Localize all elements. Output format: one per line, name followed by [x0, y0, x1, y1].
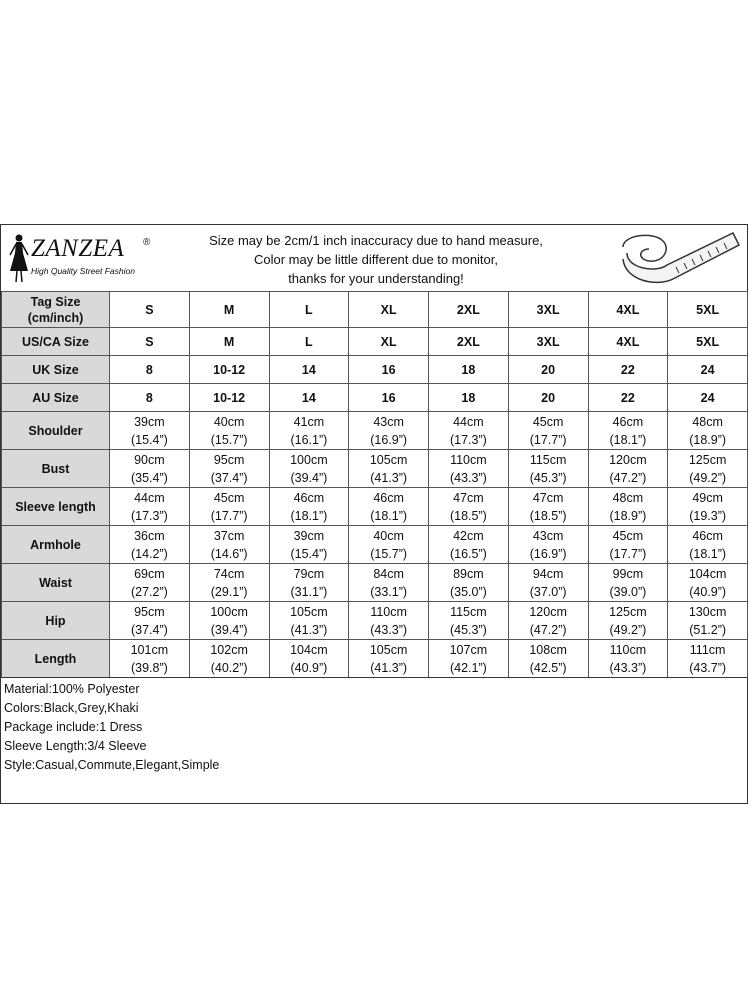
size-cell: 24	[668, 384, 748, 412]
cm-value: 49cm	[692, 490, 723, 505]
size-cell: 18	[429, 384, 509, 412]
measurement-cell	[110, 450, 190, 488]
cm-value: 100cm	[290, 452, 328, 467]
product-info	[1, 677, 747, 775]
measurement-notice	[171, 231, 581, 288]
measurement-cell	[110, 526, 190, 564]
cm-value: 104cm	[290, 642, 328, 657]
cm-value: 43cm	[532, 528, 564, 543]
size-cell: 2XL	[429, 328, 509, 356]
inch-value: (37.0”)	[529, 584, 567, 599]
measurement-cell	[508, 640, 588, 678]
size-cell: L	[269, 292, 349, 328]
inch-value: (39.0”)	[609, 584, 647, 599]
cm-value: 47cm	[532, 490, 564, 505]
cm-value: 104cm	[688, 566, 727, 581]
measurement-cell	[189, 640, 269, 678]
size-cell: 18	[429, 356, 509, 384]
cm-value: 115cm	[529, 452, 567, 467]
notice-line: Size may be 2cm/1 inch inaccuracy due to hand measure,	[209, 233, 543, 248]
inch-value: (14.6”)	[210, 546, 248, 561]
size-cell: 3XL	[508, 292, 588, 328]
measurement-cell	[349, 450, 429, 488]
size-cell: M	[189, 292, 269, 328]
inch-value: (43.3”)	[370, 622, 408, 637]
cm-value: 101cm	[130, 642, 169, 657]
inch-value: (45.3”)	[529, 470, 567, 485]
inch-value: (18.9”)	[689, 432, 727, 447]
cm-value: 120cm	[529, 604, 567, 619]
size-cell: 8	[110, 384, 190, 412]
cm-value: 48cm	[692, 414, 723, 429]
size-row	[2, 328, 748, 356]
measurement-cell	[269, 640, 349, 678]
measurement-cell	[189, 602, 269, 640]
inch-value: (17.7”)	[609, 546, 647, 561]
row-label: Waist	[2, 564, 110, 602]
info-line: Material:100% Polyester	[4, 682, 140, 696]
measurement-row	[2, 488, 748, 526]
cm-value: 44cm	[134, 490, 165, 505]
size-cell: 22	[588, 384, 668, 412]
inch-value: (37.4”)	[210, 470, 248, 485]
row-label: Sleeve length	[2, 488, 110, 526]
brand-name: ZANZEA	[31, 235, 125, 262]
inch-value: (16.5”)	[449, 546, 487, 561]
measurement-cell	[429, 450, 509, 488]
inch-value: (17.7”)	[529, 432, 567, 447]
inch-value: (16.9”)	[529, 546, 567, 561]
size-cell: 4XL	[588, 292, 668, 328]
inch-value: (15.4”)	[290, 546, 328, 561]
cm-value: 125cm	[688, 452, 727, 467]
inch-value: (18.1”)	[290, 508, 328, 523]
size-row	[2, 384, 748, 412]
cm-value: 39cm	[293, 528, 325, 543]
cm-value: 115cm	[450, 604, 487, 619]
measurement-cell	[189, 526, 269, 564]
cm-value: 100cm	[210, 604, 248, 619]
size-cell: XL	[349, 292, 429, 328]
size-cell: XL	[349, 328, 429, 356]
size-cell: 10-12	[189, 384, 269, 412]
inch-value: (47.2”)	[529, 622, 567, 637]
cm-value: 110cm	[609, 642, 647, 657]
cm-value: 130cm	[688, 604, 727, 619]
cm-value: 107cm	[449, 642, 488, 657]
measurement-cell	[508, 564, 588, 602]
measurement-cell	[189, 450, 269, 488]
size-cell: 16	[349, 356, 429, 384]
cm-value: 46cm	[612, 414, 644, 429]
inch-value: (43.7”)	[689, 660, 727, 675]
cm-value: 79cm	[293, 566, 325, 581]
measurement-row	[2, 450, 748, 488]
cm-value: 42cm	[453, 528, 484, 543]
measurement-cell	[269, 526, 349, 564]
inch-value: (42.5”)	[529, 660, 567, 675]
size-table	[1, 291, 748, 678]
cm-value: 40cm	[213, 414, 245, 429]
cm-value: 105cm	[369, 452, 408, 467]
cm-value: 95cm	[213, 452, 245, 467]
inch-value: (18.1”)	[689, 546, 727, 561]
inch-value: (17.7”)	[210, 508, 248, 523]
inch-value: (15.4”)	[130, 432, 168, 447]
measurement-cell	[349, 412, 429, 450]
cm-value: 45cm	[612, 528, 644, 543]
cm-value: 46cm	[293, 490, 325, 505]
inch-value: (49.2”)	[609, 622, 647, 637]
inch-value: (40.2”)	[210, 660, 248, 675]
measurement-cell	[429, 526, 509, 564]
size-cell: 10-12	[189, 356, 269, 384]
cm-value: 111cm	[689, 642, 726, 657]
cm-value: 84cm	[373, 566, 404, 581]
inch-value: (33.1”)	[370, 584, 408, 599]
inch-value: (40.9”)	[689, 584, 727, 599]
measurement-cell	[269, 602, 349, 640]
size-cell: 20	[508, 384, 588, 412]
measurement-cell	[110, 640, 190, 678]
measurement-row	[2, 564, 748, 602]
size-cell: L	[269, 328, 349, 356]
inch-value: (18.5”)	[449, 508, 487, 523]
notice-line: thanks for your understanding!	[288, 271, 464, 286]
cm-value: 120cm	[609, 452, 647, 467]
measurement-cell	[508, 602, 588, 640]
inch-value: (18.1”)	[609, 432, 647, 447]
inch-value: (31.1”)	[290, 584, 328, 599]
measurement-cell	[508, 526, 588, 564]
row-label: US/CA Size	[2, 328, 110, 356]
size-cell: 16	[349, 384, 429, 412]
cm-value: 46cm	[373, 490, 404, 505]
registered-mark: ®	[143, 237, 151, 248]
inch-value: (18.5”)	[529, 508, 567, 523]
cm-value: 45cm	[213, 490, 245, 505]
inch-value: (16.9”)	[370, 432, 408, 447]
measurement-cell	[668, 526, 748, 564]
info-line: Colors:Black,Grey,Khaki	[4, 701, 139, 715]
brand-logo	[5, 233, 165, 285]
cm-value: 43cm	[373, 414, 404, 429]
inch-value: (41.3”)	[370, 470, 408, 485]
inch-value: (51.2”)	[689, 622, 727, 637]
size-cell: 4XL	[588, 328, 668, 356]
size-cell: 20	[508, 356, 588, 384]
inch-value: (39.4”)	[290, 470, 328, 485]
measurement-cell	[349, 526, 429, 564]
measurement-cell	[508, 412, 588, 450]
measurement-cell	[588, 564, 668, 602]
inch-value: (29.1”)	[210, 584, 248, 599]
row-label: Bust	[2, 450, 110, 488]
measurement-cell	[668, 412, 748, 450]
measuring-tape-icon	[613, 227, 743, 289]
cm-value: 89cm	[453, 566, 484, 581]
measurement-cell	[668, 450, 748, 488]
inch-value: (42.1”)	[449, 660, 487, 675]
inch-value: (41.3”)	[370, 660, 408, 675]
measurement-cell	[588, 640, 668, 678]
inch-value: (18.1”)	[370, 508, 408, 523]
inch-value: (14.2”)	[130, 546, 168, 561]
size-cell: M	[189, 328, 269, 356]
cm-value: 46cm	[692, 528, 723, 543]
inch-value: (17.3”)	[449, 432, 487, 447]
cm-value: 125cm	[609, 604, 647, 619]
size-cell: 2XL	[429, 292, 509, 328]
notice-line: Color may be little different due to monitor,	[254, 252, 498, 267]
measurement-row	[2, 412, 748, 450]
measurement-cell	[668, 488, 748, 526]
measurement-cell	[269, 412, 349, 450]
size-cell: 14	[269, 356, 349, 384]
measurement-cell	[508, 450, 588, 488]
measurement-cell	[110, 602, 190, 640]
measurement-cell	[508, 488, 588, 526]
size-cell: 14	[269, 384, 349, 412]
measurement-cell	[429, 564, 509, 602]
inch-value: (15.7”)	[370, 546, 408, 561]
inch-value: (49.2”)	[689, 470, 727, 485]
row-label: Armhole	[2, 526, 110, 564]
row-label: Tag Size (cm/inch)	[2, 292, 110, 328]
measurement-row	[2, 526, 748, 564]
cm-value: 105cm	[369, 642, 408, 657]
cm-value: 99cm	[612, 566, 644, 581]
cm-value: 48cm	[612, 490, 644, 505]
measurement-cell	[269, 450, 349, 488]
inch-value: (39.8”)	[130, 660, 168, 675]
row-label: UK Size	[2, 356, 110, 384]
row-label: AU Size	[2, 384, 110, 412]
inch-value: (37.4”)	[130, 622, 168, 637]
measurement-cell	[588, 450, 668, 488]
measurement-cell	[110, 488, 190, 526]
measurement-cell	[110, 412, 190, 450]
size-cell: 22	[588, 356, 668, 384]
info-line: Style:Casual,Commute,Elegant,Simple	[4, 758, 220, 772]
info-line: Sleeve Length:3/4 Sleeve	[4, 739, 147, 753]
inch-value: (39.4”)	[210, 622, 248, 637]
inch-value: (43.3”)	[449, 470, 487, 485]
measurement-cell	[588, 412, 668, 450]
cm-value: 110cm	[370, 604, 407, 619]
size-cell: 5XL	[668, 328, 748, 356]
inch-value: (47.2”)	[609, 470, 647, 485]
measurement-cell	[269, 564, 349, 602]
cm-value: 36cm	[134, 528, 165, 543]
cm-value: 74cm	[213, 566, 245, 581]
cm-value: 39cm	[134, 414, 165, 429]
measurement-cell	[349, 602, 429, 640]
cm-value: 105cm	[290, 604, 328, 619]
inch-value: (35.4”)	[130, 470, 168, 485]
size-chart	[0, 224, 748, 804]
measurement-row	[2, 602, 748, 640]
cm-value: 94cm	[532, 566, 564, 581]
inch-value: (27.2”)	[130, 584, 168, 599]
measurement-cell	[429, 412, 509, 450]
row-label: Length	[2, 640, 110, 678]
cm-value: 90cm	[134, 452, 165, 467]
size-row	[2, 356, 748, 384]
measurement-cell	[429, 640, 509, 678]
measurement-cell	[429, 602, 509, 640]
size-row	[2, 292, 748, 328]
cm-value: 102cm	[210, 642, 248, 657]
measurement-cell	[668, 602, 748, 640]
size-cell: 24	[668, 356, 748, 384]
cm-value: 69cm	[134, 566, 165, 581]
measurement-cell	[189, 412, 269, 450]
cm-value: 41cm	[293, 414, 325, 429]
cm-value: 47cm	[453, 490, 484, 505]
inch-value: (35.0”)	[449, 584, 487, 599]
row-label: Shoulder	[2, 412, 110, 450]
cm-value: 110cm	[450, 452, 487, 467]
inch-value: (18.9”)	[609, 508, 647, 523]
cm-value: 37cm	[213, 528, 245, 543]
cm-value: 44cm	[453, 414, 484, 429]
measurement-cell	[588, 526, 668, 564]
info-line: Package include:1 Dress	[4, 720, 143, 734]
inch-value: (17.3”)	[130, 508, 168, 523]
measurement-cell	[668, 564, 748, 602]
measurement-cell	[349, 640, 429, 678]
measurement-cell	[668, 640, 748, 678]
measurement-cell	[349, 564, 429, 602]
inch-value: (45.3”)	[449, 622, 487, 637]
cm-value: 45cm	[532, 414, 564, 429]
cm-value: 95cm	[134, 604, 165, 619]
measurement-row	[2, 640, 748, 678]
measurement-cell	[189, 488, 269, 526]
size-cell: 5XL	[668, 292, 748, 328]
size-cell: 8	[110, 356, 190, 384]
measurement-cell	[269, 488, 349, 526]
inch-value: (19.3”)	[689, 508, 727, 523]
measurement-cell	[189, 564, 269, 602]
size-cell: S	[110, 328, 190, 356]
size-cell: S	[110, 292, 190, 328]
inch-value: (40.9”)	[290, 660, 328, 675]
dress-figure-icon	[7, 233, 31, 283]
row-label: Hip	[2, 602, 110, 640]
cm-value: 40cm	[373, 528, 404, 543]
measurement-cell	[588, 488, 668, 526]
measurement-cell	[429, 488, 509, 526]
inch-value: (16.1”)	[290, 432, 328, 447]
inch-value: (41.3”)	[290, 622, 328, 637]
size-cell: 3XL	[508, 328, 588, 356]
brand-tagline: High Quality Street Fashion	[31, 266, 135, 276]
measurement-cell	[110, 564, 190, 602]
measurement-cell	[349, 488, 429, 526]
chart-header	[1, 225, 747, 292]
inch-value: (15.7”)	[210, 432, 248, 447]
inch-value: (43.3”)	[609, 660, 647, 675]
cm-value: 108cm	[529, 642, 567, 657]
measurement-cell	[588, 602, 668, 640]
